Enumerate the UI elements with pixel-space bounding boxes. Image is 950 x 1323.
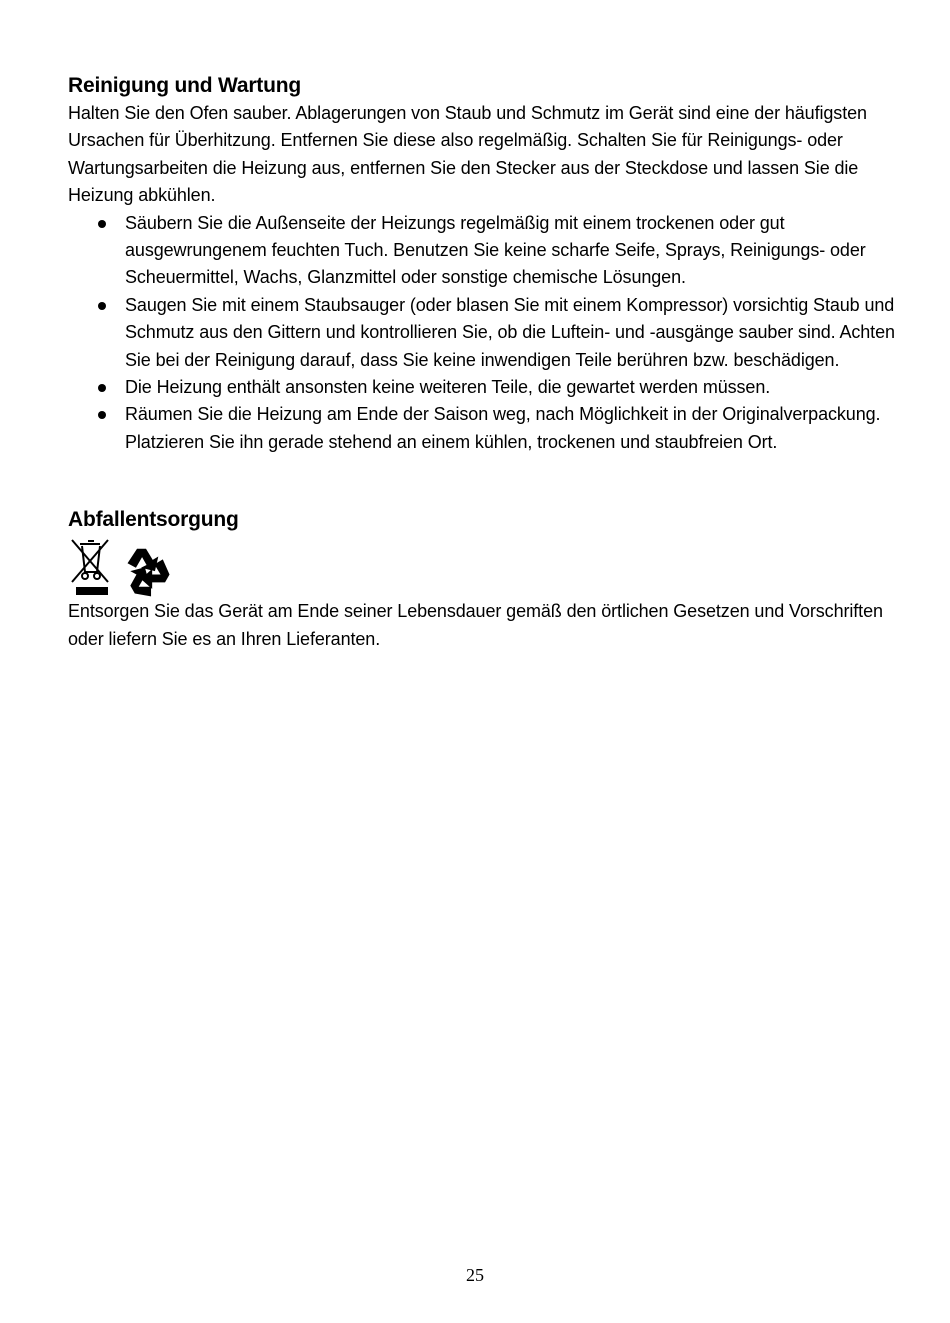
section-heading-disposal: Abfallentsorgung <box>68 508 239 532</box>
disposal-icons <box>70 536 898 598</box>
list-item <box>68 401 898 456</box>
list-item <box>68 292 898 374</box>
bullet-icon <box>98 220 106 228</box>
cleaning-maintenance-section <box>68 72 898 456</box>
list-item-text: Saugen Sie mit einem Staubsauger (oder blasen Sie mit einem Kompressor) vorsichtig Staub und Schmutz aus den Gittern und kontrollieren Sie, ob die Luftein- und -ausgänge sauber sind. Achten Sie bei der Reinigung darauf, dass Sie keine inwendigen Teile berühren bzw. beschädigen. <box>125 294 895 370</box>
disposal-paragraph: Entsorgen Sie das Gerät am Ende seiner Lebensdauer gemäß den örtlichen Gesetzen und Vorschriften oder liefern Sie es an Ihren Lieferanten. <box>68 601 883 649</box>
list-item <box>68 374 898 401</box>
page-content <box>68 72 898 653</box>
section-heading-cleaning: Reinigung und Wartung <box>68 74 301 97</box>
cleaning-bullet-list <box>68 210 898 457</box>
recycle-icon <box>117 542 175 598</box>
waste-disposal-section <box>68 506 898 653</box>
page-number: 25 <box>466 1265 484 1285</box>
bullet-icon <box>98 302 106 310</box>
cleaning-intro-paragraph: Halten Sie den Ofen sauber. Ablagerungen von Staub und Schmutz im Gerät sind eine der häufigsten Ursachen für Überhitzung. Entfernen Sie diese also regelmäßig. Schalten Sie für Reinigungs- oder Wartungsarbeiten die Heizung aus, entfernen Sie den Stecker aus der Steckdose und lassen Sie die Heizung abkühlen. <box>68 103 867 206</box>
bullet-icon <box>98 384 106 392</box>
list-item-text: Säubern Sie die Außenseite der Heizungs regelmäßig mit einem trockenen oder gut ausgewrungenem feuchten Tuch. Benutzen Sie keine scharfe Seife, Sprays, Reinigungs- oder Scheuermittel, Wachs, Glanzmittel oder sonstige chemische Lösungen. <box>125 212 866 288</box>
list-item-text: Die Heizung enthält ansonsten keine weiteren Teile, die gewartet werden müssen. <box>125 377 771 398</box>
bullet-icon <box>98 411 106 419</box>
weee-crossed-bin-icon <box>70 538 114 598</box>
list-item-text: Räumen Sie die Heizung am Ende der Saison weg, nach Möglichkeit in der Originalverpackung. Platzieren Sie ihn gerade stehend an einem kühlen, trockenen und staubfreien Ort. <box>125 404 881 452</box>
list-item <box>68 210 898 292</box>
